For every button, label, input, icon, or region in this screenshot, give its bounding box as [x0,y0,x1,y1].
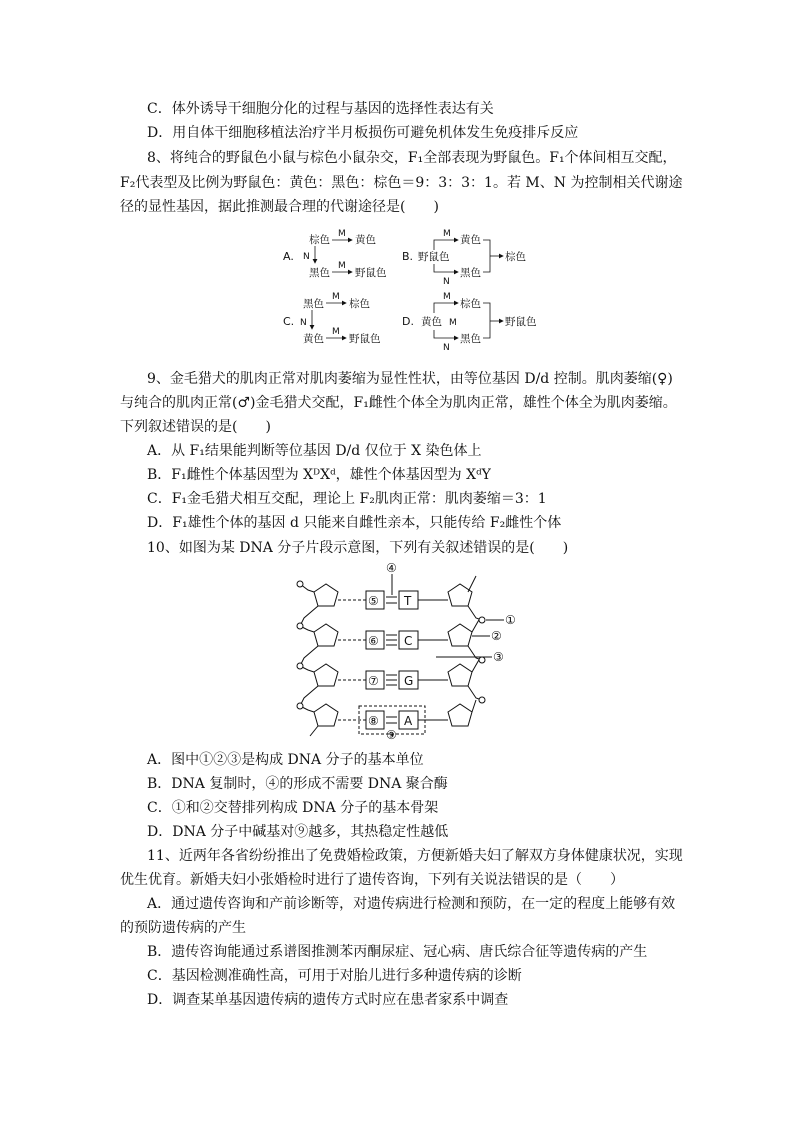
q8-c-c3: 黄色 [303,333,324,345]
q8-c-letter: C. [283,315,295,328]
q8-a-c4: 野鼠色 [355,267,387,279]
label-1: ① [505,613,516,627]
q7-option-c: C．体外诱导干细胞分化的过程与基因的选择性表达有关 [147,101,494,117]
q10-option-c: C．①和②交替排列构成 DNA 分子的基本骨架 [147,800,439,816]
q9-option-a: A．从 F₁结果能判断等位基因 D/d 仅位于 X 染色体上 [147,443,482,459]
q9-option-b: B．F₁雌性个体基因型为 XᴰXᵈ，雄性个体基因型为 XᵈY [147,467,491,483]
q10-stem: 10、如图为某 DNA 分子片段示意图，下列有关叙述错误的是( ) [147,540,569,556]
q9-stem-line1: 9、金毛猎犬的肌肉正常对肌肉萎缩为显性性状，由等位基因 D/d 控制。肌肉萎缩(♀) [147,371,673,387]
label-6: ⑥ [368,634,379,648]
label-3: ③ [493,650,504,664]
q8-b-letter: B. [402,250,414,263]
q11-stem-line1: 11、近两年各省纷纷推出了免费婚检政策，方便新婚夫妇了解双方身体健康状况，实现 [147,848,683,864]
q9-option-d: D．F₁雄性个体的基因 d 只能来自雌性亲本，只能传给 F₂雌性个体 [147,515,562,531]
svg-text:M: M [338,261,346,271]
base-t: T [404,594,412,608]
label-7: ⑦ [368,674,379,688]
q11-stem-line2: 优生优育。新婚夫妇小张婚检时进行了遗传咨询，下列有关说法错误的是（ ） [120,872,624,888]
q8-a-c1: 棕色 [309,234,330,246]
q9-stem-line2: 与纯合的肌肉正常(♂)金毛猎犬交配，F₁雌性个体全为肌肉正常，雄性个体全为肌肉萎缩。 [120,395,677,411]
q8-a-m: M [338,229,346,239]
q10-option-b: B．DNA 复制时，④的形成不需要 DNA 聚合酶 [147,776,448,792]
q8-b-c4: 棕色 [505,251,526,263]
q8-stem-line3: 径的显性基因，据此推测最合理的代谢途径是( ) [120,199,439,215]
q8-d-c3: 黑色 [460,333,481,345]
q11-option-b: B．遗传咨询能通过系谱图推测苯丙酮尿症、冠心病、唐氏综合征等遗传病的产生 [147,944,648,960]
label-9: ⑨ [386,728,397,740]
q8-b-c1: 野鼠色 [418,251,450,263]
svg-text:M: M [332,327,340,337]
q11-option-a-line1: A．通过遗传咨询和产前诊断等，对遗传病进行检测和预防，在一定的程度上能够有效 [147,896,676,912]
q8-c-n: N [300,318,307,328]
q11-option-a-line2: 的预防遗传病的产生 [120,920,246,936]
q11-option-c: C．基因检测准确性高，可用于对胎儿进行多种遗传病的诊断 [147,968,522,984]
q8-d-letter: D. [402,315,414,328]
q8-stem-line2: F₂代表型及比例为野鼠色：黄色：黑色：棕色＝9：3：3：1。若 M、N 为控制相关代谢途 [120,175,683,191]
q8-b-c3: 黑色 [460,267,481,279]
q8-d-m2: M [449,318,457,328]
q8-c-c4: 野鼠色 [349,333,381,345]
q8-d-c4: 野鼠色 [505,316,537,328]
q10-option-d: D．DNA 分子中碱基对⑨越多，其热稳定性越低 [147,824,449,840]
q8-a-letter: A. [283,250,294,263]
q11-option-d: D．调查某单基因遗传病的遗传方式时应在患者家系中调查 [147,992,509,1008]
q8-d-c1: 黄色 [421,316,442,328]
q7-option-d: D．用自体干细胞移植法治疗半月板损伤可避免机体发生免疫排斥反应 [147,125,579,141]
q9-option-c: C．F₁金毛猎犬相互交配，理论上 F₂肌肉正常：肌肉萎缩＝3：1 [147,491,547,507]
q8-b-m: M [443,229,451,239]
q8-b-n: N [443,277,450,287]
q8-a-n: N [303,252,310,262]
q8-d-m: M [443,292,451,302]
q8-d-n: N [443,343,450,353]
q8-b-c2: 黄色 [460,234,481,246]
q8-c-c2: 棕色 [349,298,370,310]
base-a: A [404,714,413,728]
q8-a-c2: 黄色 [355,234,376,246]
label-2: ② [491,629,502,643]
base-g: G [404,674,414,688]
base-c: C [404,634,413,648]
left-sugar-1 [314,584,338,606]
label-5: ⑤ [368,594,379,608]
q10-option-a: A．图中①②③是构成 DNA 分子的基本单位 [147,752,424,768]
q8-stem-line1: 8、将纯合的野鼠色小鼠与棕色小鼠杂交，F₁全部表现为野鼠色。F₁个体间相互交配， [147,150,677,166]
label-8: ⑧ [368,714,379,728]
q9-stem-line3: 下列叙述错误的是( ) [120,419,271,435]
q8-c-c1: 黑色 [303,298,324,310]
label-4: ④ [386,561,397,575]
q8-a-c3: 黑色 [309,267,330,279]
q8-c-m: M [332,292,340,302]
q8-d-c2: 棕色 [460,298,481,310]
dna-diagram [286,560,526,740]
